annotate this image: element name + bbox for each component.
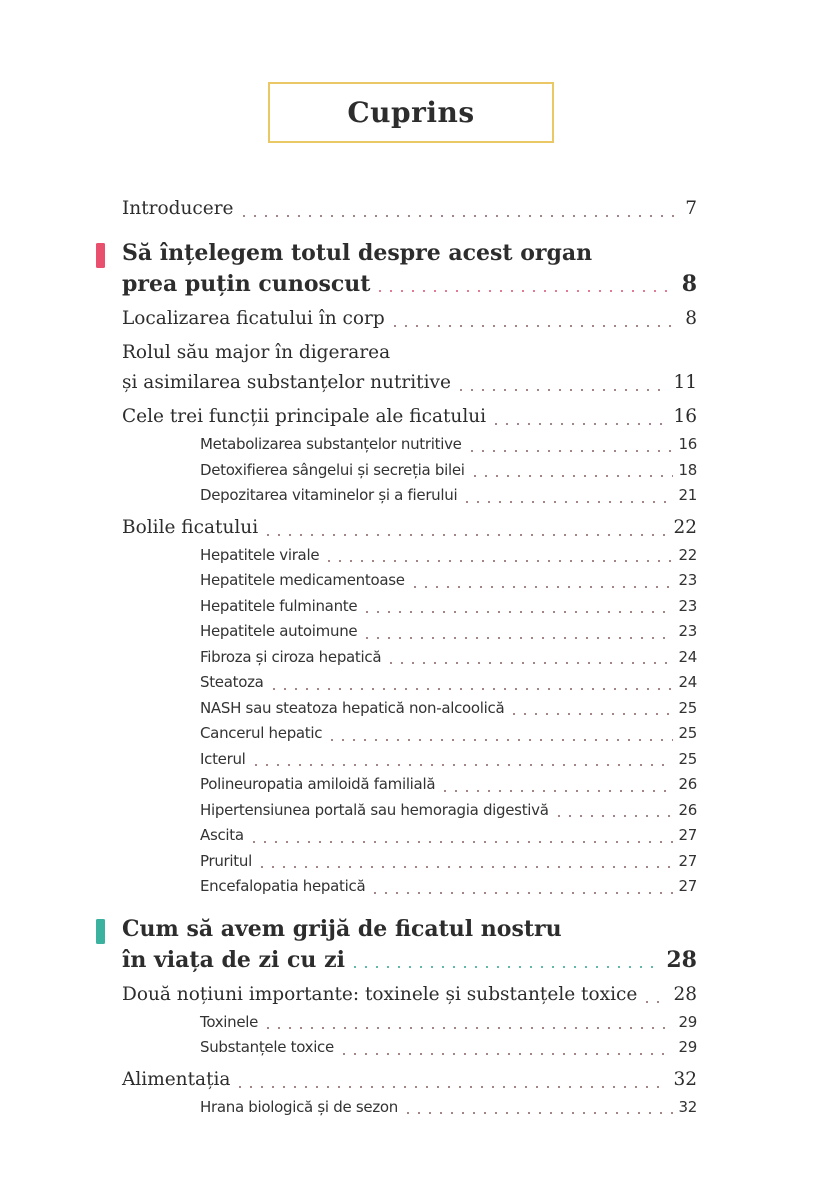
toc-entry-label: Cancerul hepatic xyxy=(200,724,323,742)
toc-entry[interactable] xyxy=(122,1035,697,1061)
page-number: 22 xyxy=(678,545,697,564)
page-number: 23 xyxy=(678,622,697,640)
toc-entry-label: Localizarea ficatului în corp xyxy=(122,308,385,329)
toc-entry[interactable] xyxy=(122,483,697,509)
dot-leader xyxy=(513,696,672,722)
toc-entry[interactable] xyxy=(122,798,697,824)
toc-entry-label: Ascita xyxy=(200,826,244,844)
page-number: 11 xyxy=(673,372,697,393)
toc-entry-label: Metabolizarea substanțelor nutritive xyxy=(200,435,462,453)
page-number: 25 xyxy=(678,698,697,717)
dot-leader xyxy=(374,874,672,900)
dot-leader xyxy=(390,645,672,671)
toc-entry[interactable] xyxy=(122,1065,697,1095)
toc-entry[interactable] xyxy=(122,670,697,696)
toc-entry-label: Bolile ficatului xyxy=(122,516,259,538)
table-of-contents xyxy=(122,190,697,1120)
page-number: 28 xyxy=(666,946,697,973)
dot-leader xyxy=(471,432,673,458)
toc-entry-label: Toxinele xyxy=(200,1012,259,1031)
toc-entry[interactable] xyxy=(122,1095,697,1121)
toc-entry-label: și asimilarea substanțelor nutritive xyxy=(122,372,451,393)
toc-entry[interactable] xyxy=(122,338,697,398)
page-number: 24 xyxy=(678,673,697,691)
page-number: 29 xyxy=(678,1038,697,1056)
toc-entry[interactable] xyxy=(122,619,697,645)
toc-entry[interactable] xyxy=(122,432,697,458)
toc-entry-line: Cum să avem grijă de ficatul nostru xyxy=(122,915,562,942)
dot-leader xyxy=(328,543,672,569)
dot-leader xyxy=(239,1065,667,1095)
page-number: 29 xyxy=(678,1012,697,1031)
toc-entry[interactable] xyxy=(122,304,697,334)
dot-leader xyxy=(331,721,672,747)
toc-entry-label: Icterul xyxy=(200,749,246,768)
toc-entry-label: Pruritul xyxy=(200,851,252,870)
toc-entry-line: Rolul său major în digerarea xyxy=(122,342,391,363)
dot-leader xyxy=(394,304,679,334)
toc-entry[interactable] xyxy=(122,721,697,747)
page-number: 22 xyxy=(673,516,697,538)
toc-entry[interactable] xyxy=(122,568,697,594)
page-number: 16 xyxy=(678,435,697,453)
page-number: 28 xyxy=(673,983,697,1005)
toc-entry[interactable] xyxy=(122,823,697,849)
dot-leader xyxy=(354,945,660,976)
toc-entry-label: Encefalopatia hepatică xyxy=(200,877,366,895)
toc-entry[interactable] xyxy=(122,513,697,543)
toc-entry-label: Introducere xyxy=(122,198,234,219)
page-number: 8 xyxy=(685,308,697,329)
toc-entry[interactable] xyxy=(122,458,697,484)
toc-entry[interactable] xyxy=(122,874,697,900)
toc-entry[interactable] xyxy=(122,1010,697,1036)
dot-leader xyxy=(366,594,672,620)
page-number: 23 xyxy=(678,596,697,615)
dot-leader xyxy=(474,458,673,484)
section-marker xyxy=(96,919,105,944)
toc-entry-label: Hipertensiunea portală sau hemoragia digestivă xyxy=(200,800,549,819)
dot-leader xyxy=(444,772,672,798)
toc-entry-label: Polineuropatia amiloidă familială xyxy=(200,775,436,793)
toc-entry[interactable] xyxy=(122,402,697,432)
toc-entry-label: NASH sau steatoza hepatică non-alcoolică xyxy=(200,698,505,717)
toc-entry[interactable] xyxy=(122,696,697,722)
page-number: 21 xyxy=(678,486,697,504)
dot-leader xyxy=(343,1035,673,1061)
toc-entry-label: Alimentația xyxy=(122,1068,231,1090)
dot-leader xyxy=(558,798,673,824)
dot-leader xyxy=(407,1095,673,1121)
page-number: 18 xyxy=(678,460,697,479)
page-number: 16 xyxy=(673,406,697,427)
page-number: 32 xyxy=(673,1068,697,1090)
dot-leader xyxy=(646,980,667,1010)
toc-entry-label: Hepatitele virale xyxy=(200,545,320,564)
toc-entry[interactable] xyxy=(122,849,697,875)
toc-entry-label: Fibroza și ciroza hepatică xyxy=(200,647,382,666)
dot-leader xyxy=(267,1010,672,1036)
toc-entry-label: în viața de zi cu zi xyxy=(122,946,345,973)
page-number: 27 xyxy=(678,877,697,895)
toc-entry[interactable] xyxy=(122,543,697,569)
toc-entry-label: Hrana biologică și de sezon xyxy=(200,1097,398,1116)
toc-entry[interactable] xyxy=(122,645,697,671)
toc-entry-label: Hepatitele medicamentoase xyxy=(200,571,405,589)
page-number: 24 xyxy=(678,647,697,666)
page-number: 32 xyxy=(678,1097,697,1116)
toc-entry-label: Steatoza xyxy=(200,673,264,691)
toc-entry[interactable] xyxy=(122,772,697,798)
toc-entry-label: Hepatitele autoimune xyxy=(200,622,358,640)
dot-leader xyxy=(253,823,673,849)
page-number: 26 xyxy=(678,800,697,819)
toc-entry-label: Două noțiuni importante: toxinele și substanțele toxice xyxy=(122,983,638,1005)
page-number: 7 xyxy=(685,198,697,219)
page-title: Cuprins xyxy=(347,96,475,129)
page-number: 27 xyxy=(678,851,697,870)
page-number: 26 xyxy=(678,775,697,793)
page-number: 8 xyxy=(681,271,697,297)
toc-entry-label: Cele trei funcții principale ale ficatului xyxy=(122,406,487,427)
page-number: 27 xyxy=(678,826,697,844)
section-marker xyxy=(96,243,105,268)
toc-entry[interactable] xyxy=(122,980,697,1010)
page-number: 25 xyxy=(678,749,697,768)
page-number: 25 xyxy=(678,724,697,742)
dot-leader xyxy=(414,568,673,594)
toc-entry-line: Să înțelegem totul despre acest organ xyxy=(122,240,593,266)
section-heading[interactable] xyxy=(122,914,697,976)
dot-leader xyxy=(261,849,673,875)
page-number: 23 xyxy=(678,571,697,589)
toc-entry-label: Depozitarea vitaminelor și a fierului xyxy=(200,486,458,504)
dot-leader xyxy=(366,619,672,645)
toc-entry-label: Hepatitele fulminante xyxy=(200,596,358,615)
dot-leader xyxy=(243,194,680,224)
dot-leader xyxy=(379,269,675,300)
toc-title-box xyxy=(268,82,554,143)
toc-entry[interactable] xyxy=(122,594,697,620)
dot-leader xyxy=(273,670,673,696)
dot-leader xyxy=(267,513,667,543)
toc-entry-label: prea puțin cunoscut xyxy=(122,271,371,297)
dot-leader xyxy=(255,747,673,773)
section-heading[interactable] xyxy=(122,238,697,300)
dot-leader xyxy=(466,483,672,509)
dot-leader xyxy=(460,368,668,398)
toc-entry[interactable] xyxy=(122,747,697,773)
toc-entry-label: Substanțele toxice xyxy=(200,1038,334,1056)
toc-entry-label: Detoxifierea sângelui și secreția bilei xyxy=(200,460,465,479)
toc-entry-introducere[interactable] xyxy=(122,194,697,224)
dot-leader xyxy=(495,402,667,432)
